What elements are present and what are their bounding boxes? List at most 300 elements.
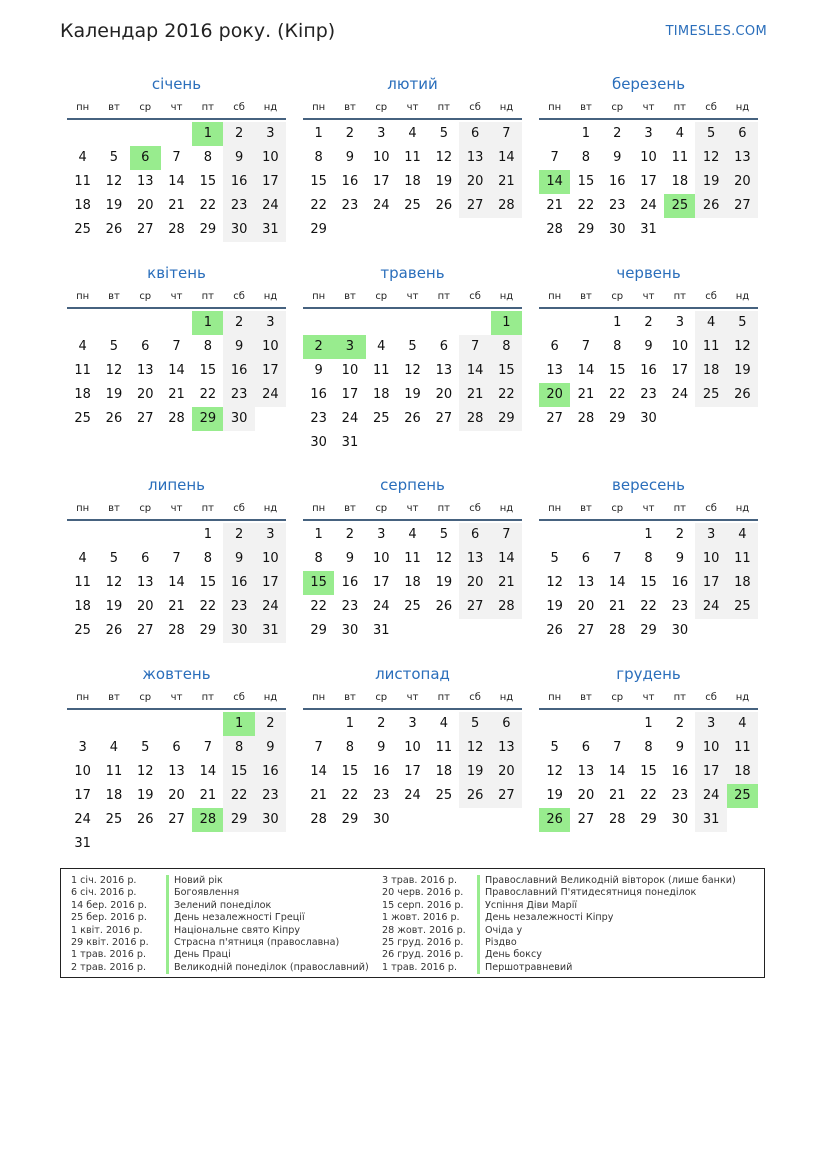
day-cell: 29: [577, 222, 595, 237]
day-grid: [303, 523, 522, 643]
weekday-label: сб: [705, 503, 717, 514]
day-cell: 24: [74, 812, 91, 827]
day-cell: 30: [223, 218, 254, 242]
day-cell: 13: [136, 575, 154, 590]
day-cell: 3: [255, 523, 286, 547]
weekday-label: нд: [735, 503, 750, 514]
day-cell: 30: [640, 411, 657, 426]
weekday-label: пн: [76, 291, 90, 302]
day-cell: 25: [695, 383, 726, 407]
day-cell: 21: [608, 788, 626, 803]
holiday-date: 1 жовт. 2016 р.: [382, 912, 460, 924]
day-cell: 6: [439, 339, 448, 354]
day-cell: 23: [255, 784, 286, 808]
day-cell: 20: [168, 788, 185, 803]
weekday-label: вт: [108, 503, 120, 514]
day-cell: 22: [640, 788, 657, 803]
day-cell: 13: [727, 146, 758, 170]
day-cell: 7: [203, 740, 212, 755]
empty-cell: [602, 712, 633, 736]
day-cell: 7: [613, 551, 622, 566]
day-cell: 25: [404, 599, 421, 614]
day-cell: 11: [74, 575, 91, 590]
day-cell: 11: [435, 740, 453, 755]
day-cell: 26: [459, 784, 490, 808]
weekday-label: пт: [201, 692, 215, 703]
day-cell: 28: [168, 222, 185, 237]
month-6: [67, 471, 286, 643]
day-cell: 4: [675, 126, 684, 141]
empty-cell: [602, 523, 633, 547]
day-cell: 28: [168, 623, 185, 638]
day-cell: 4: [78, 150, 87, 165]
day-cell: 5: [550, 740, 559, 755]
day-cell: 24: [255, 383, 286, 407]
day-cell: 24: [341, 411, 359, 426]
day-cell: 3: [255, 311, 286, 335]
day-cell: 12: [404, 363, 421, 378]
day-cell: 9: [644, 339, 653, 354]
day-cell: 22: [199, 198, 217, 213]
day-cell: 10: [255, 547, 286, 571]
day-cell: 29: [640, 623, 657, 638]
day-grid: [539, 311, 758, 431]
month-name: листопад: [375, 665, 450, 683]
weekday-label: пт: [437, 503, 451, 514]
holiday-name: Страсна п'ятниця (православна): [166, 937, 339, 949]
day-cell: 8: [613, 339, 622, 354]
day-cell: 26: [404, 411, 421, 426]
day-cell: 26: [136, 812, 154, 827]
empty-cell: [98, 311, 129, 335]
holiday-date: 1 трав. 2016 р.: [71, 949, 147, 961]
day-cell: 25: [727, 784, 758, 808]
day-cell: 11: [372, 363, 390, 378]
day-cell: 9: [613, 150, 622, 165]
legend-row: [382, 912, 736, 924]
day-cell: 3: [644, 126, 653, 141]
day-cell: 18: [727, 571, 758, 595]
day-cell: 22: [199, 599, 217, 614]
month-8: [539, 471, 758, 643]
weekday-label: нд: [263, 503, 278, 514]
day-cell: 24: [695, 784, 726, 808]
month-name: серпень: [380, 476, 445, 494]
weekday-label: сб: [705, 291, 717, 302]
day-cell: 7: [491, 122, 522, 146]
day-cell: 12: [435, 551, 453, 566]
day-cell: 9: [377, 740, 386, 755]
day-cell: 14: [310, 764, 327, 779]
day-cell: 16: [372, 764, 390, 779]
weekday-header: [67, 688, 286, 710]
day-cell: 30: [223, 619, 254, 643]
holiday-name: Зелений понеділок: [166, 900, 271, 912]
month-9: [67, 660, 286, 856]
day-cell: 22: [223, 784, 254, 808]
weekday-label: пт: [673, 291, 687, 302]
legend-row: [71, 912, 369, 924]
day-cell: 12: [136, 764, 154, 779]
day-cell: 6: [459, 122, 490, 146]
day-cell: 20: [577, 599, 595, 614]
weekday-label: сб: [233, 692, 245, 703]
month-name: вересень: [612, 476, 685, 494]
day-cell: 29: [310, 222, 327, 237]
weekday-label: сб: [469, 503, 481, 514]
day-cell: 3: [334, 335, 365, 359]
weekday-label: пт: [437, 102, 451, 113]
day-cell: 25: [74, 411, 91, 426]
weekday-label: чт: [170, 503, 183, 514]
weekday-label: нд: [499, 102, 514, 113]
holiday-name: Очіда у: [477, 925, 522, 937]
weekday-header: [303, 499, 522, 521]
day-cell: 2: [377, 716, 386, 731]
holiday-name: День боксу: [477, 949, 542, 961]
day-cell: 13: [136, 174, 154, 189]
day-cell: 23: [341, 198, 359, 213]
day-cell: 14: [168, 575, 185, 590]
day-cell: 7: [172, 150, 181, 165]
day-cell: 8: [203, 339, 212, 354]
day-cell: 10: [695, 547, 726, 571]
day-cell: 14: [491, 547, 522, 571]
day-cell: 27: [435, 411, 453, 426]
day-cell: 25: [105, 812, 123, 827]
day-cell: 12: [435, 150, 453, 165]
day-cell: 4: [408, 527, 417, 542]
day-cell: 19: [105, 387, 123, 402]
day-cell: 24: [640, 198, 657, 213]
weekday-label: ср: [611, 503, 624, 514]
holiday-date: 3 трав. 2016 р.: [382, 875, 458, 886]
day-cell: 10: [695, 736, 726, 760]
month-1: [303, 70, 522, 242]
legend-row: [71, 887, 369, 899]
day-cell: 5: [439, 126, 448, 141]
day-cell: 6: [141, 339, 150, 354]
day-cell: 23: [223, 595, 254, 619]
legend-row: [382, 875, 736, 887]
day-cell: 27: [136, 222, 154, 237]
brand-link[interactable]: TIMESLES.COM: [665, 24, 767, 39]
weekday-label: ср: [375, 503, 388, 514]
day-cell: 14: [491, 146, 522, 170]
day-cell: 11: [74, 174, 91, 189]
day-cell: 6: [459, 523, 490, 547]
day-cell: 2: [255, 712, 286, 736]
day-cell: 13: [136, 363, 154, 378]
day-cell: 23: [671, 788, 689, 803]
empty-cell: [98, 122, 129, 146]
month-name: жовтень: [142, 665, 211, 683]
day-cell: 4: [377, 339, 386, 354]
day-cell: 27: [546, 411, 563, 426]
day-cell: 21: [546, 198, 563, 213]
day-grid: [539, 712, 758, 832]
day-cell: 27: [577, 812, 595, 827]
weekday-label: пн: [312, 692, 326, 703]
empty-cell: [459, 311, 490, 335]
day-cell: 26: [727, 383, 758, 407]
day-cell: 28: [168, 411, 185, 426]
weekday-label: нд: [499, 291, 514, 302]
weekday-label: чт: [642, 102, 655, 113]
day-cell: 10: [671, 339, 689, 354]
day-cell: 25: [372, 411, 390, 426]
day-cell: 19: [695, 170, 726, 194]
day-cell: 6: [141, 551, 150, 566]
day-cell: 3: [695, 523, 726, 547]
day-cell: 4: [727, 523, 758, 547]
day-cell: 25: [74, 623, 91, 638]
empty-cell: [67, 311, 98, 335]
day-cell: 17: [255, 571, 286, 595]
day-cell: 22: [199, 387, 217, 402]
day-cell: 28: [459, 407, 490, 431]
day-cell: 2: [613, 126, 622, 141]
day-cell: 3: [695, 712, 726, 736]
day-cell: 11: [671, 150, 689, 165]
day-cell: 22: [608, 387, 626, 402]
day-cell: 12: [105, 174, 123, 189]
day-cell: 23: [640, 387, 657, 402]
day-cell: 4: [695, 311, 726, 335]
day-cell: 18: [404, 174, 421, 189]
day-cell: 12: [546, 764, 563, 779]
day-cell: 8: [314, 150, 323, 165]
day-grid: [67, 712, 286, 856]
holiday-date: 25 бер. 2016 р.: [71, 912, 147, 924]
day-cell: 21: [199, 788, 217, 803]
weekday-label: пт: [437, 291, 451, 302]
day-cell: 23: [372, 788, 390, 803]
day-cell: 27: [577, 623, 595, 638]
month-2: [539, 70, 758, 242]
weekday-label: нд: [735, 692, 750, 703]
day-grid: [303, 122, 522, 242]
day-cell: 2: [223, 523, 254, 547]
day-cell: 6: [130, 146, 161, 170]
day-cell: 14: [168, 174, 185, 189]
holiday-date: 29 квіт. 2016 р.: [71, 936, 149, 948]
weekday-label: ср: [611, 692, 624, 703]
empty-cell: [130, 311, 161, 335]
month-name: лютий: [387, 75, 438, 93]
month-name: березень: [611, 75, 686, 93]
holiday-name: Богоявлення: [166, 887, 239, 899]
day-cell: 15: [608, 363, 626, 378]
day-cell: 26: [105, 222, 123, 237]
weekday-label: вт: [108, 692, 120, 703]
holiday-legend: [60, 868, 765, 978]
legend-row: [382, 900, 736, 912]
day-cell: 17: [255, 359, 286, 383]
day-cell: 22: [577, 198, 595, 213]
weekday-header: [539, 688, 758, 710]
day-cell: 8: [644, 740, 653, 755]
day-cell: 27: [168, 812, 185, 827]
day-cell: 23: [341, 599, 359, 614]
day-cell: 12: [105, 575, 123, 590]
legend-row: [71, 900, 369, 912]
day-cell: 7: [491, 523, 522, 547]
day-cell: 4: [109, 740, 119, 755]
day-cell: 26: [435, 599, 453, 614]
legend-row: [71, 925, 369, 937]
day-cell: 8: [203, 551, 212, 566]
day-cell: 2: [675, 527, 684, 542]
empty-cell: [130, 523, 161, 547]
day-cell: 21: [168, 387, 185, 402]
day-cell: 31: [640, 222, 657, 237]
day-cell: 13: [459, 146, 490, 170]
day-cell: 8: [644, 551, 653, 566]
weekday-label: сб: [705, 692, 717, 703]
day-cell: 1: [203, 527, 212, 542]
day-cell: 26: [105, 411, 123, 426]
day-cell: 18: [727, 760, 758, 784]
day-cell: 17: [255, 170, 286, 194]
day-cell: 23: [223, 383, 254, 407]
weekday-label: сб: [469, 692, 481, 703]
day-cell: 21: [168, 599, 185, 614]
holiday-name: Успіння Діви Марії: [477, 900, 577, 912]
day-cell: 20: [491, 760, 522, 784]
legend-row: [382, 925, 736, 937]
day-grid: [539, 523, 758, 643]
weekday-label: вт: [344, 503, 356, 514]
weekday-header: [539, 287, 758, 309]
empty-cell: [570, 311, 601, 335]
day-cell: 14: [168, 363, 185, 378]
day-cell: 1: [192, 311, 223, 335]
day-cell: 19: [136, 788, 154, 803]
day-cell: 13: [435, 363, 453, 378]
weekday-label: нд: [263, 291, 278, 302]
holiday-name: Національне свято Кіпру: [166, 925, 300, 937]
day-cell: 30: [255, 808, 286, 832]
day-cell: 27: [491, 784, 522, 808]
day-cell: 6: [727, 122, 758, 146]
day-cell: 5: [141, 740, 150, 755]
day-cell: 1: [314, 527, 323, 542]
day-cell: 3: [255, 122, 286, 146]
day-cell: 25: [727, 595, 758, 619]
weekday-label: сб: [469, 102, 481, 113]
day-grid: [67, 122, 286, 242]
day-cell: 29: [223, 808, 254, 832]
empty-cell: [570, 712, 601, 736]
day-cell: 18: [404, 575, 421, 590]
day-cell: 24: [255, 194, 286, 218]
weekday-label: нд: [499, 692, 514, 703]
day-cell: 3: [408, 716, 417, 731]
day-cell: 14: [459, 359, 490, 383]
day-cell: 18: [74, 599, 91, 614]
month-name: грудень: [616, 665, 681, 683]
weekday-label: вт: [344, 692, 356, 703]
day-cell: 6: [581, 551, 591, 566]
day-cell: 27: [727, 194, 758, 218]
day-cell: 5: [109, 150, 119, 165]
weekday-header: [67, 287, 286, 309]
day-cell: 24: [695, 595, 726, 619]
day-cell: 2: [345, 126, 355, 141]
weekday-label: ср: [139, 102, 152, 113]
day-cell: 18: [74, 387, 91, 402]
weekday-label: пн: [76, 692, 90, 703]
holiday-name: Православний П'ятидесятниця понеділок: [477, 887, 696, 899]
holiday-name: Першотравневий: [477, 962, 572, 974]
weekday-header: [67, 98, 286, 120]
weekday-label: пт: [673, 692, 687, 703]
weekday-header: [539, 98, 758, 120]
legend-row: [382, 962, 736, 974]
day-cell: 5: [550, 551, 559, 566]
weekday-label: сб: [705, 102, 717, 113]
day-cell: 3: [377, 126, 386, 141]
day-cell: 2: [223, 311, 254, 335]
day-cell: 25: [404, 198, 421, 213]
weekday-label: ср: [375, 102, 388, 113]
day-cell: 12: [105, 363, 123, 378]
day-cell: 29: [491, 407, 522, 431]
day-cell: 18: [435, 764, 453, 779]
day-cell: 2: [345, 527, 355, 542]
day-cell: 11: [695, 335, 726, 359]
day-cell: 21: [310, 788, 327, 803]
day-cell: 16: [341, 575, 359, 590]
day-cell: 1: [644, 716, 653, 731]
legend-row: [382, 887, 736, 899]
holiday-name: День незалежності Греції: [166, 912, 305, 924]
weekday-label: пн: [312, 291, 326, 302]
weekday-label: пн: [548, 503, 562, 514]
day-cell: 3: [675, 315, 684, 330]
page-title: Календар 2016 року. (Кіпр): [60, 20, 336, 42]
day-cell: 9: [345, 150, 355, 165]
day-cell: 10: [372, 551, 390, 566]
empty-cell: [161, 122, 192, 146]
day-cell: 15: [303, 571, 334, 595]
empty-cell: [539, 523, 570, 547]
empty-cell: [539, 311, 570, 335]
day-cell: 21: [168, 198, 185, 213]
holiday-date: 2 трав. 2016 р.: [71, 961, 147, 973]
day-cell: 16: [223, 170, 254, 194]
day-cell: 20: [539, 383, 570, 407]
day-cell: 5: [408, 339, 417, 354]
day-cell: 27: [459, 595, 490, 619]
day-cell: 1: [192, 122, 223, 146]
day-cell: 24: [404, 788, 421, 803]
empty-cell: [161, 311, 192, 335]
day-cell: 2: [644, 315, 653, 330]
day-cell: 17: [341, 387, 359, 402]
day-cell: 18: [671, 174, 689, 189]
month-name: липень: [147, 476, 206, 494]
weekday-label: пн: [312, 503, 326, 514]
day-cell: 18: [695, 359, 726, 383]
weekday-header: [67, 499, 286, 521]
weekday-header: [303, 287, 522, 309]
weekday-label: ср: [375, 692, 388, 703]
weekday-label: чт: [406, 102, 419, 113]
day-cell: 30: [671, 623, 689, 638]
holiday-name: День Праці: [166, 949, 231, 961]
